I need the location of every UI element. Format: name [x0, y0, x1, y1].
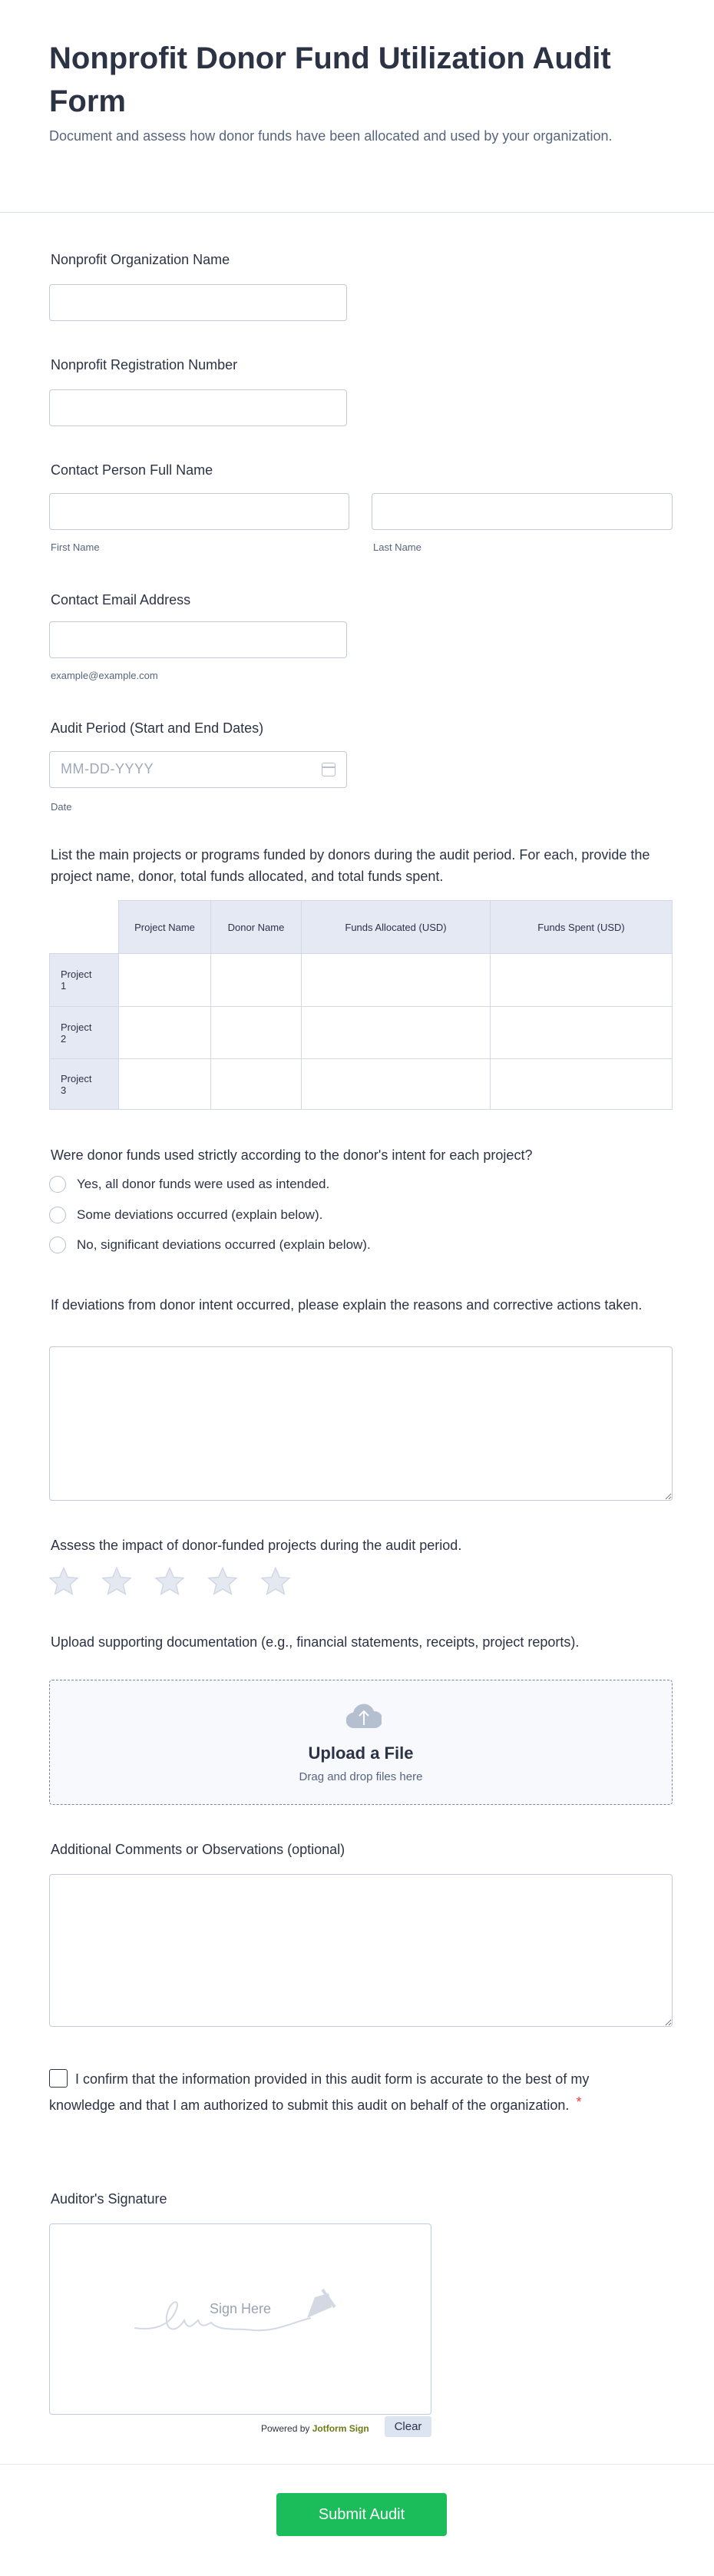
projects-table-question: List the main projects or programs funded by donors during the audit period. For each, provide the project name, donor, total funds allocated, and total funds spent. [51, 847, 650, 884]
email-sublabel: example@example.com [51, 670, 158, 681]
projects-table [49, 900, 673, 1110]
first-name-input[interactable] [49, 493, 349, 530]
first-name-sublabel: First Name [51, 541, 100, 553]
required-mark: * [576, 2094, 582, 2110]
jotform-sign-brand: Jotform Sign [312, 2423, 369, 2434]
org-name-input[interactable] [49, 284, 347, 321]
star-icon[interactable] [48, 1565, 80, 1598]
confirm-text: I confirm that the information provided in this audit form is accurate to the best of my knowledge and that I am authorized to submit this audit on behalf of the organization. [49, 2071, 590, 2113]
date-sublabel: Date [51, 801, 72, 813]
clear-signature-button[interactable]: Clear [385, 2416, 431, 2437]
file-upload-dropzone[interactable] [49, 1680, 673, 1805]
star-icon[interactable] [207, 1565, 239, 1598]
powered-by: Powered by Jotform Sign [261, 2423, 369, 2434]
reg-number-label: Nonprofit Registration Number [51, 357, 238, 372]
deviations-label: If deviations from donor intent occurred, please explain the reasons and corrective actions taken. [51, 1297, 643, 1313]
reg-number-input[interactable] [49, 389, 347, 426]
signature-pad[interactable] [49, 2223, 431, 2415]
signature-label: Auditor's Signature [51, 2191, 167, 2207]
table-cell[interactable] [491, 1007, 673, 1059]
comments-label: Additional Comments or Observations (optional) [51, 1842, 345, 1857]
row-header: Project 1 [50, 954, 119, 1007]
row-header: Project 2 [50, 1007, 119, 1059]
table-cell[interactable] [119, 1059, 211, 1110]
radio-button[interactable] [49, 1237, 66, 1253]
upload-title: Upload a File [308, 1743, 414, 1763]
table-cell[interactable] [302, 954, 491, 1007]
footer-divider [0, 2464, 714, 2465]
column-header: Donor Name [211, 901, 302, 954]
table-cell[interactable] [211, 1059, 302, 1110]
sign-here-text: Sign Here [209, 2301, 272, 2316]
cloud-upload-icon [346, 1702, 382, 1730]
email-label: Contact Email Address [51, 592, 191, 608]
page-title: Nonprofit Donor Fund Utilization Audit Form [49, 41, 611, 118]
star-icon[interactable] [259, 1565, 292, 1598]
column-header: Funds Spent (USD) [491, 901, 673, 954]
audit-period-label: Audit Period (Start and End Dates) [51, 720, 264, 736]
table-row [50, 1007, 673, 1059]
table-cell[interactable] [211, 954, 302, 1007]
star-rating [48, 1565, 292, 1598]
table-cell[interactable] [119, 954, 211, 1007]
comments-textarea[interactable] [49, 1874, 673, 2027]
last-name-sublabel: Last Name [373, 541, 421, 553]
star-icon[interactable] [154, 1565, 186, 1598]
last-name-input[interactable] [372, 493, 673, 530]
table-cell[interactable] [302, 1007, 491, 1059]
table-cell[interactable] [211, 1007, 302, 1059]
column-header: Project Name [119, 901, 211, 954]
header-divider [0, 212, 714, 213]
page-subtitle: Document and assess how donor funds have been allocated and used by your organization. [49, 128, 613, 144]
table-cell[interactable] [119, 1007, 211, 1059]
table-row [50, 954, 673, 1007]
calendar-icon[interactable] [322, 763, 336, 776]
intent-option-some[interactable]: Some deviations occurred (explain below). [49, 1207, 322, 1223]
table-cell[interactable] [302, 1059, 491, 1110]
radio-button[interactable] [49, 1176, 66, 1193]
deviations-textarea[interactable] [49, 1346, 673, 1501]
star-icon[interactable] [101, 1565, 133, 1598]
rating-label: Assess the impact of donor-funded projects during the audit period. [51, 1538, 462, 1553]
confirm-field [49, 2068, 602, 2117]
table-cell[interactable] [491, 1059, 673, 1110]
table-corner [50, 901, 119, 954]
intent-option-no[interactable]: No, significant deviations occurred (explain below). [49, 1237, 371, 1253]
confirm-checkbox[interactable] [49, 2069, 68, 2088]
org-name-label: Nonprofit Organization Name [51, 252, 230, 267]
table-cell[interactable] [491, 954, 673, 1007]
intent-option-yes[interactable]: Yes, all donor funds were used as intended. [49, 1176, 329, 1193]
column-header: Funds Allocated (USD) [302, 901, 491, 954]
contact-name-label: Contact Person Full Name [51, 462, 213, 478]
date-placeholder: MM-DD-YYYY [61, 761, 154, 776]
audit-period-date-input[interactable] [49, 751, 347, 788]
radio-button[interactable] [49, 1207, 66, 1223]
upload-hint: Drag and drop files here [299, 1770, 423, 1783]
row-header: Project 3 [50, 1059, 119, 1110]
upload-label: Upload supporting documentation (e.g., financial statements, receipts, project reports). [51, 1634, 580, 1650]
submit-button[interactable]: Submit Audit [276, 2493, 447, 2536]
email-input[interactable] [49, 621, 347, 658]
table-row [50, 1059, 673, 1110]
intent-question: Were donor funds used strictly according to the donor's intent for each project? [51, 1147, 533, 1163]
